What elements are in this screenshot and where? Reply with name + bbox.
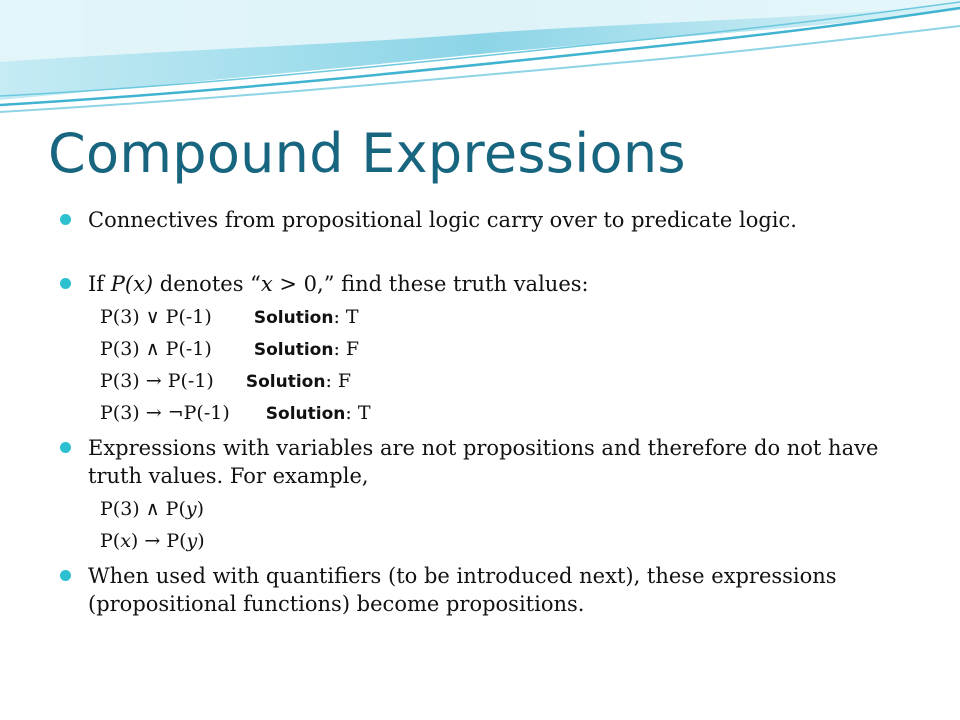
solution-label: Solution <box>265 404 346 424</box>
example-solution <box>246 368 351 395</box>
solution-value: : F <box>325 370 352 392</box>
bullet-text: Expressions with variables are not propositions and therefore do not have truth values. For example, <box>88 436 879 488</box>
bullet-dot <box>60 570 71 581</box>
variable-example-row <box>100 528 205 554</box>
variable-example-row <box>100 496 204 522</box>
example-solution <box>266 400 371 427</box>
example-expression: P(3) ∧ P(-1) <box>100 338 212 360</box>
example-row <box>100 304 359 331</box>
bullet-quantifiers <box>60 562 910 618</box>
predicate-px: P(x) <box>110 272 154 296</box>
expr-part: P(3) ∧ P( <box>100 498 186 520</box>
bullet-connectives <box>60 206 910 234</box>
solution-value: : F <box>333 338 360 360</box>
example-expression: P(3) → ¬P(-1) <box>100 402 230 424</box>
example-expression: P(3) ∨ P(-1) <box>100 306 212 328</box>
example-row <box>100 400 371 427</box>
expr-part: ) → P( <box>130 530 187 552</box>
bullet-text <box>88 270 910 298</box>
expr-part: P( <box>100 530 121 552</box>
text-mid: denotes “ <box>153 272 261 296</box>
bullet-dot <box>60 442 71 453</box>
text-prefix: If <box>88 272 111 296</box>
bullet-text: When used with quantifiers (to be introduced next), these expressions (propositional functions) become propositions. <box>88 564 837 616</box>
page-title: Compound Expressions <box>48 122 686 185</box>
expr-part: ) <box>196 498 205 520</box>
expr-part: ) <box>197 530 205 552</box>
solution-label: Solution <box>253 308 334 328</box>
example-solution <box>254 336 359 363</box>
solution-value: : T <box>333 306 359 328</box>
bullet-dot <box>60 214 71 225</box>
bullet-variables <box>60 434 910 490</box>
solution-value: : T <box>345 402 371 424</box>
text-rest: > 0,” find these truth values: <box>272 272 589 296</box>
decorative-wave-banner <box>0 0 960 130</box>
variable-y: y <box>186 530 198 552</box>
variable-x: x <box>120 530 131 552</box>
example-solution <box>254 304 359 331</box>
example-expression: P(3) → P(-1) <box>100 370 214 392</box>
variable-y: y <box>185 498 197 520</box>
bullet-text: Connectives from propositional logic carry over to predicate logic. <box>88 208 797 232</box>
bullet-dot <box>60 278 71 289</box>
solution-label: Solution <box>245 372 326 392</box>
example-row <box>100 336 359 363</box>
solution-label: Solution <box>253 340 334 360</box>
bullet-truth-values <box>60 270 910 298</box>
example-row <box>100 368 351 395</box>
variable-x: x <box>260 272 273 296</box>
